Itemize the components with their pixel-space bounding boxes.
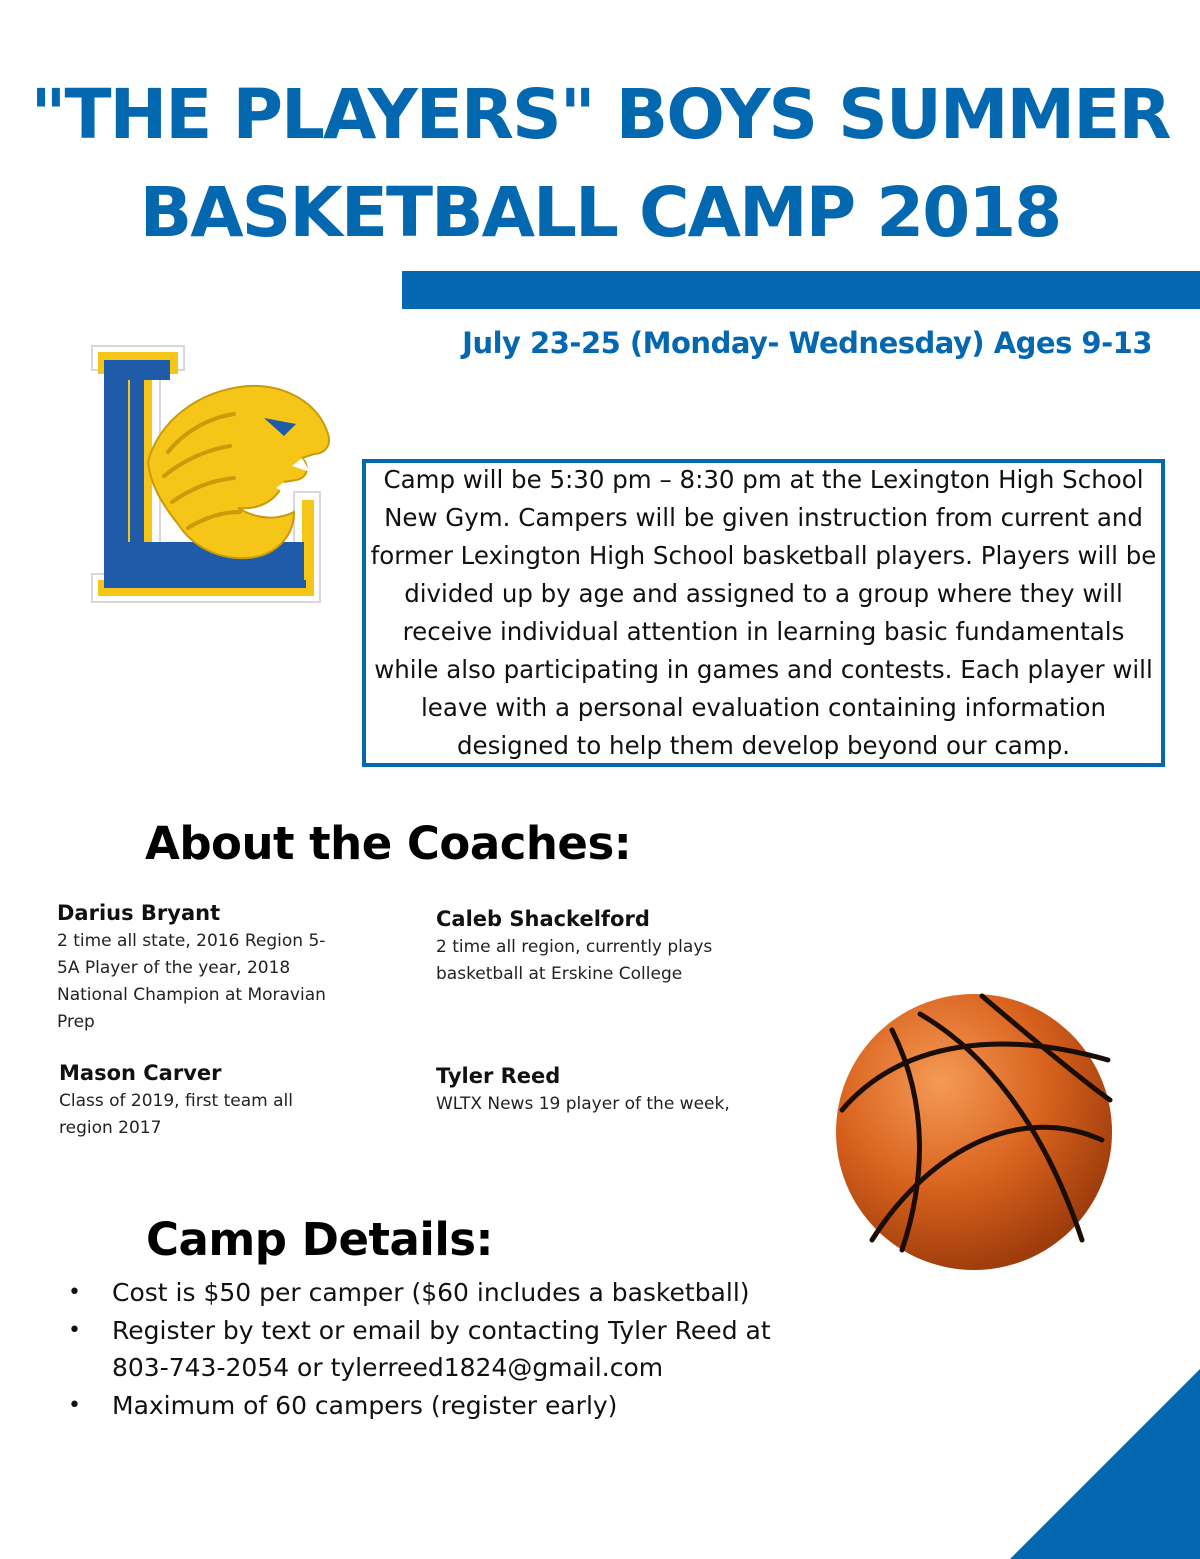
detail-text: Register by text or email by contacting Tyler Reed at 803-743-2054 or tylerreed1824@gmail.com [112,1315,771,1382]
camp-dates: July 23-25 (Monday- Wednesday) Ages 9-13 [462,326,1152,360]
camp-details-list [62,1274,822,1424]
camp-description-text: Camp will be 5:30 pm – 8:30 pm at the Lexington High School New Gym. Campers will be given instruction from current and former Lexington High School basketball players. Players will be divided up by age and assigned to a group where they will receive individual attention in learning basic fundamentals while also participating in games and contests. Each player will leave with a personal evaluation containing information designed to help them develop beyond our camp. [370,465,1157,760]
lexington-wildcat-logo-icon [88,342,334,606]
details-heading: Camp Details: [146,1213,494,1266]
coach-name: Tyler Reed [436,1064,561,1088]
coach-bio: WLTX News 19 player of the week, [436,1094,730,1114]
detail-text: Maximum of 60 campers (register early) [112,1390,618,1420]
flyer-title [0,66,1200,262]
bullet-icon: • [68,1280,81,1305]
list-item [62,1387,822,1425]
coach-card-caleb-shackelford [436,904,746,988]
coach-name: Darius Bryant [57,901,221,925]
coach-name: Mason Carver [59,1061,222,1085]
header-accent-bar [402,271,1200,309]
coach-card-mason-carver [59,1058,329,1142]
title-line-1: "THE PLAYERS" BOYS SUMMER [30,75,1170,155]
coach-name: Caleb Shackelford [436,907,650,931]
detail-text: Cost is $50 per camper ($60 includes a basketball) [112,1278,750,1307]
list-item [62,1312,792,1387]
corner-accent-triangle [1010,1369,1200,1559]
coach-bio: 2 time all state, 2016 Region 5-5A Player of the year, 2018 National Champion at Moravian Prep [57,931,326,1032]
camp-description [362,459,1165,767]
basketball-icon [832,990,1116,1274]
list-item [62,1274,822,1312]
coach-card-darius-bryant [57,898,337,1036]
coach-bio: 2 time all region, currently plays basketball at Erskine College [436,937,713,984]
bullet-icon: • [68,1317,81,1343]
title-line-2: BASKETBALL CAMP 2018 [139,173,1061,253]
bullet-icon: • [68,1392,81,1418]
coach-bio: Class of 2019, first team all region 2017 [59,1091,293,1138]
coaches-heading: About the Coaches: [145,817,632,870]
coach-card-tyler-reed [436,1061,776,1118]
